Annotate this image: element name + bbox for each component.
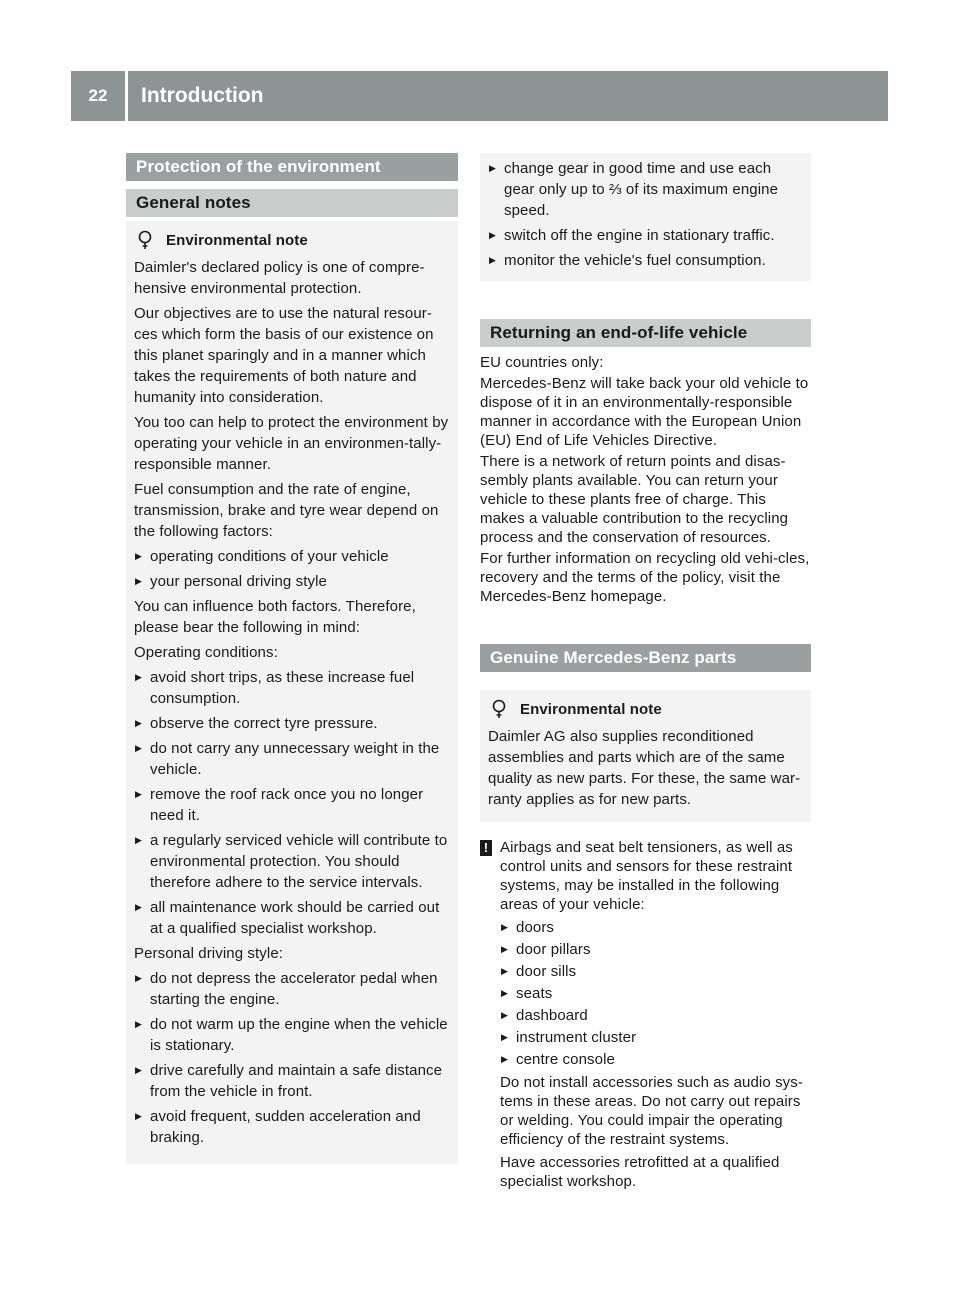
list-item: ▶ door sills	[500, 962, 811, 981]
env-note-title: Environmental note	[520, 700, 662, 718]
list-item: ▶ seats	[500, 984, 811, 1003]
list-item: ▶ operating conditions of your vehicle	[134, 546, 450, 567]
list-item: ▶ instrument cluster	[500, 1028, 811, 1047]
lightbulb-icon	[134, 229, 156, 251]
warning-icon: !	[480, 840, 492, 856]
paragraph: You too can help to protect the environment by operating your vehicle in an environmen-tally-responsible manner.	[134, 414, 449, 473]
list-item: ▶ avoid short trips, as these increase fuel consumption.	[134, 667, 450, 709]
list-item: ▶ do not depress the accelerator pedal when starting the engine.	[134, 968, 450, 1010]
list-item: ▶ observe the correct tyre pressure.	[134, 713, 450, 734]
env-note-box-2	[480, 690, 811, 822]
env-note-heading	[134, 229, 450, 251]
section-title: Protection of the environment	[126, 153, 458, 181]
page-number: 22	[71, 71, 125, 121]
paragraph: For further information on recycling old vehi-cles, recovery and the terms of the policy, visit the Mercedes-Benz homepage.	[480, 550, 810, 605]
paragraph: Mercedes-Benz will take back your old vehicle to dispose of it in an environmentally-responsible manner in accordance with the European Union (EU) End of Life Vehicles Directive.	[480, 375, 809, 449]
right-column	[480, 153, 811, 1195]
warning-body	[500, 838, 811, 1195]
lightbulb-icon	[488, 698, 510, 720]
factors-list	[134, 546, 450, 592]
returning-body	[480, 353, 811, 606]
list-item: ▶ avoid frequent, sudden acceleration and braking.	[134, 1106, 450, 1148]
driving-list	[134, 968, 450, 1148]
paragraph: Our objectives are to use the natural resour-ces which form the basis of our existence on this planet sparingly and in a manner which takes the requirements of both nature and humanity into consideration.	[134, 305, 434, 406]
paragraph: There is a network of return points and disas-sembly plants available. You can return your vehicle to these plants free of charge. This makes a valuable contribution to the recycling process and the conservation of resources.	[480, 453, 789, 546]
continued-list	[488, 158, 803, 271]
list-item: ▶ do not carry any unnecessary weight in the vehicle.	[134, 738, 450, 780]
driving-label: Personal driving style:	[134, 945, 284, 962]
list-item: ▶ drive carefully and maintain a safe distance from the vehicle in front.	[134, 1060, 450, 1102]
paragraph: Fuel consumption and the rate of engine, transmission, brake and tyre wear depend on the following factors:	[134, 481, 439, 540]
list-item: ▶ doors	[500, 918, 811, 937]
paragraph: Have accessories retrofitted at a qualified specialist workshop.	[500, 1154, 780, 1190]
list-item: ▶ centre console	[500, 1050, 811, 1069]
warning-block	[480, 838, 811, 1195]
operating-list	[134, 667, 450, 939]
returning-title: Returning an end-of-life vehicle	[480, 319, 811, 347]
list-item: ▶ monitor the vehicle's fuel consumption.	[488, 250, 803, 271]
list-item: ▶ change gear in good time and use each gear only up to ⅔ of its maximum engine speed.	[488, 158, 803, 221]
paragraph: EU countries only:	[480, 354, 604, 371]
continued-box	[480, 153, 811, 281]
list-item: ▶ all maintenance work should be carried out at a qualified specialist workshop.	[134, 897, 450, 939]
genuine-parts-title: Genuine Mercedes-Benz parts	[480, 644, 811, 672]
subsection-title: General notes	[126, 189, 458, 217]
paragraph: You can influence both factors. Therefore, please bear the following in mind:	[134, 598, 416, 636]
env-note-title: Environmental note	[166, 231, 308, 249]
env-note-heading	[488, 698, 803, 720]
list-item: ▶ switch off the engine in stationary traffic.	[488, 225, 803, 246]
list-item: ▶ door pillars	[500, 940, 811, 959]
list-item: ▶ remove the roof rack once you no longer need it.	[134, 784, 450, 826]
paragraph: Daimler's declared policy is one of compre-hensive environmental protection.	[134, 259, 425, 297]
paragraph: Airbags and seat belt tensioners, as well as control units and sensors for these restraint systems, may be installed in the following areas of your vehicle:	[500, 839, 793, 913]
paragraph: Do not install accessories such as audio sys-tems in these areas. Do not carry out repairs or welding. You could impair the operating efficiency of the restraint systems.	[500, 1074, 803, 1148]
warning-list	[500, 918, 811, 1069]
list-item: ▶ do not warm up the engine when the vehicle is stationary.	[134, 1014, 450, 1056]
list-item: ▶ a regularly serviced vehicle will contribute to environmental protection. You should therefore adhere to the service intervals.	[134, 830, 450, 893]
env-note-box	[126, 221, 458, 1164]
operating-label: Operating conditions:	[134, 644, 278, 661]
list-item: ▶ dashboard	[500, 1006, 811, 1025]
chapter-title: Introduction	[128, 71, 888, 121]
paragraph: Daimler AG also supplies reconditioned assemblies and parts which are of the same quality as new parts. For these, the same war-ranty applies as for new parts.	[488, 728, 801, 808]
left-column	[126, 153, 458, 1164]
list-item: ▶ your personal driving style	[134, 571, 450, 592]
